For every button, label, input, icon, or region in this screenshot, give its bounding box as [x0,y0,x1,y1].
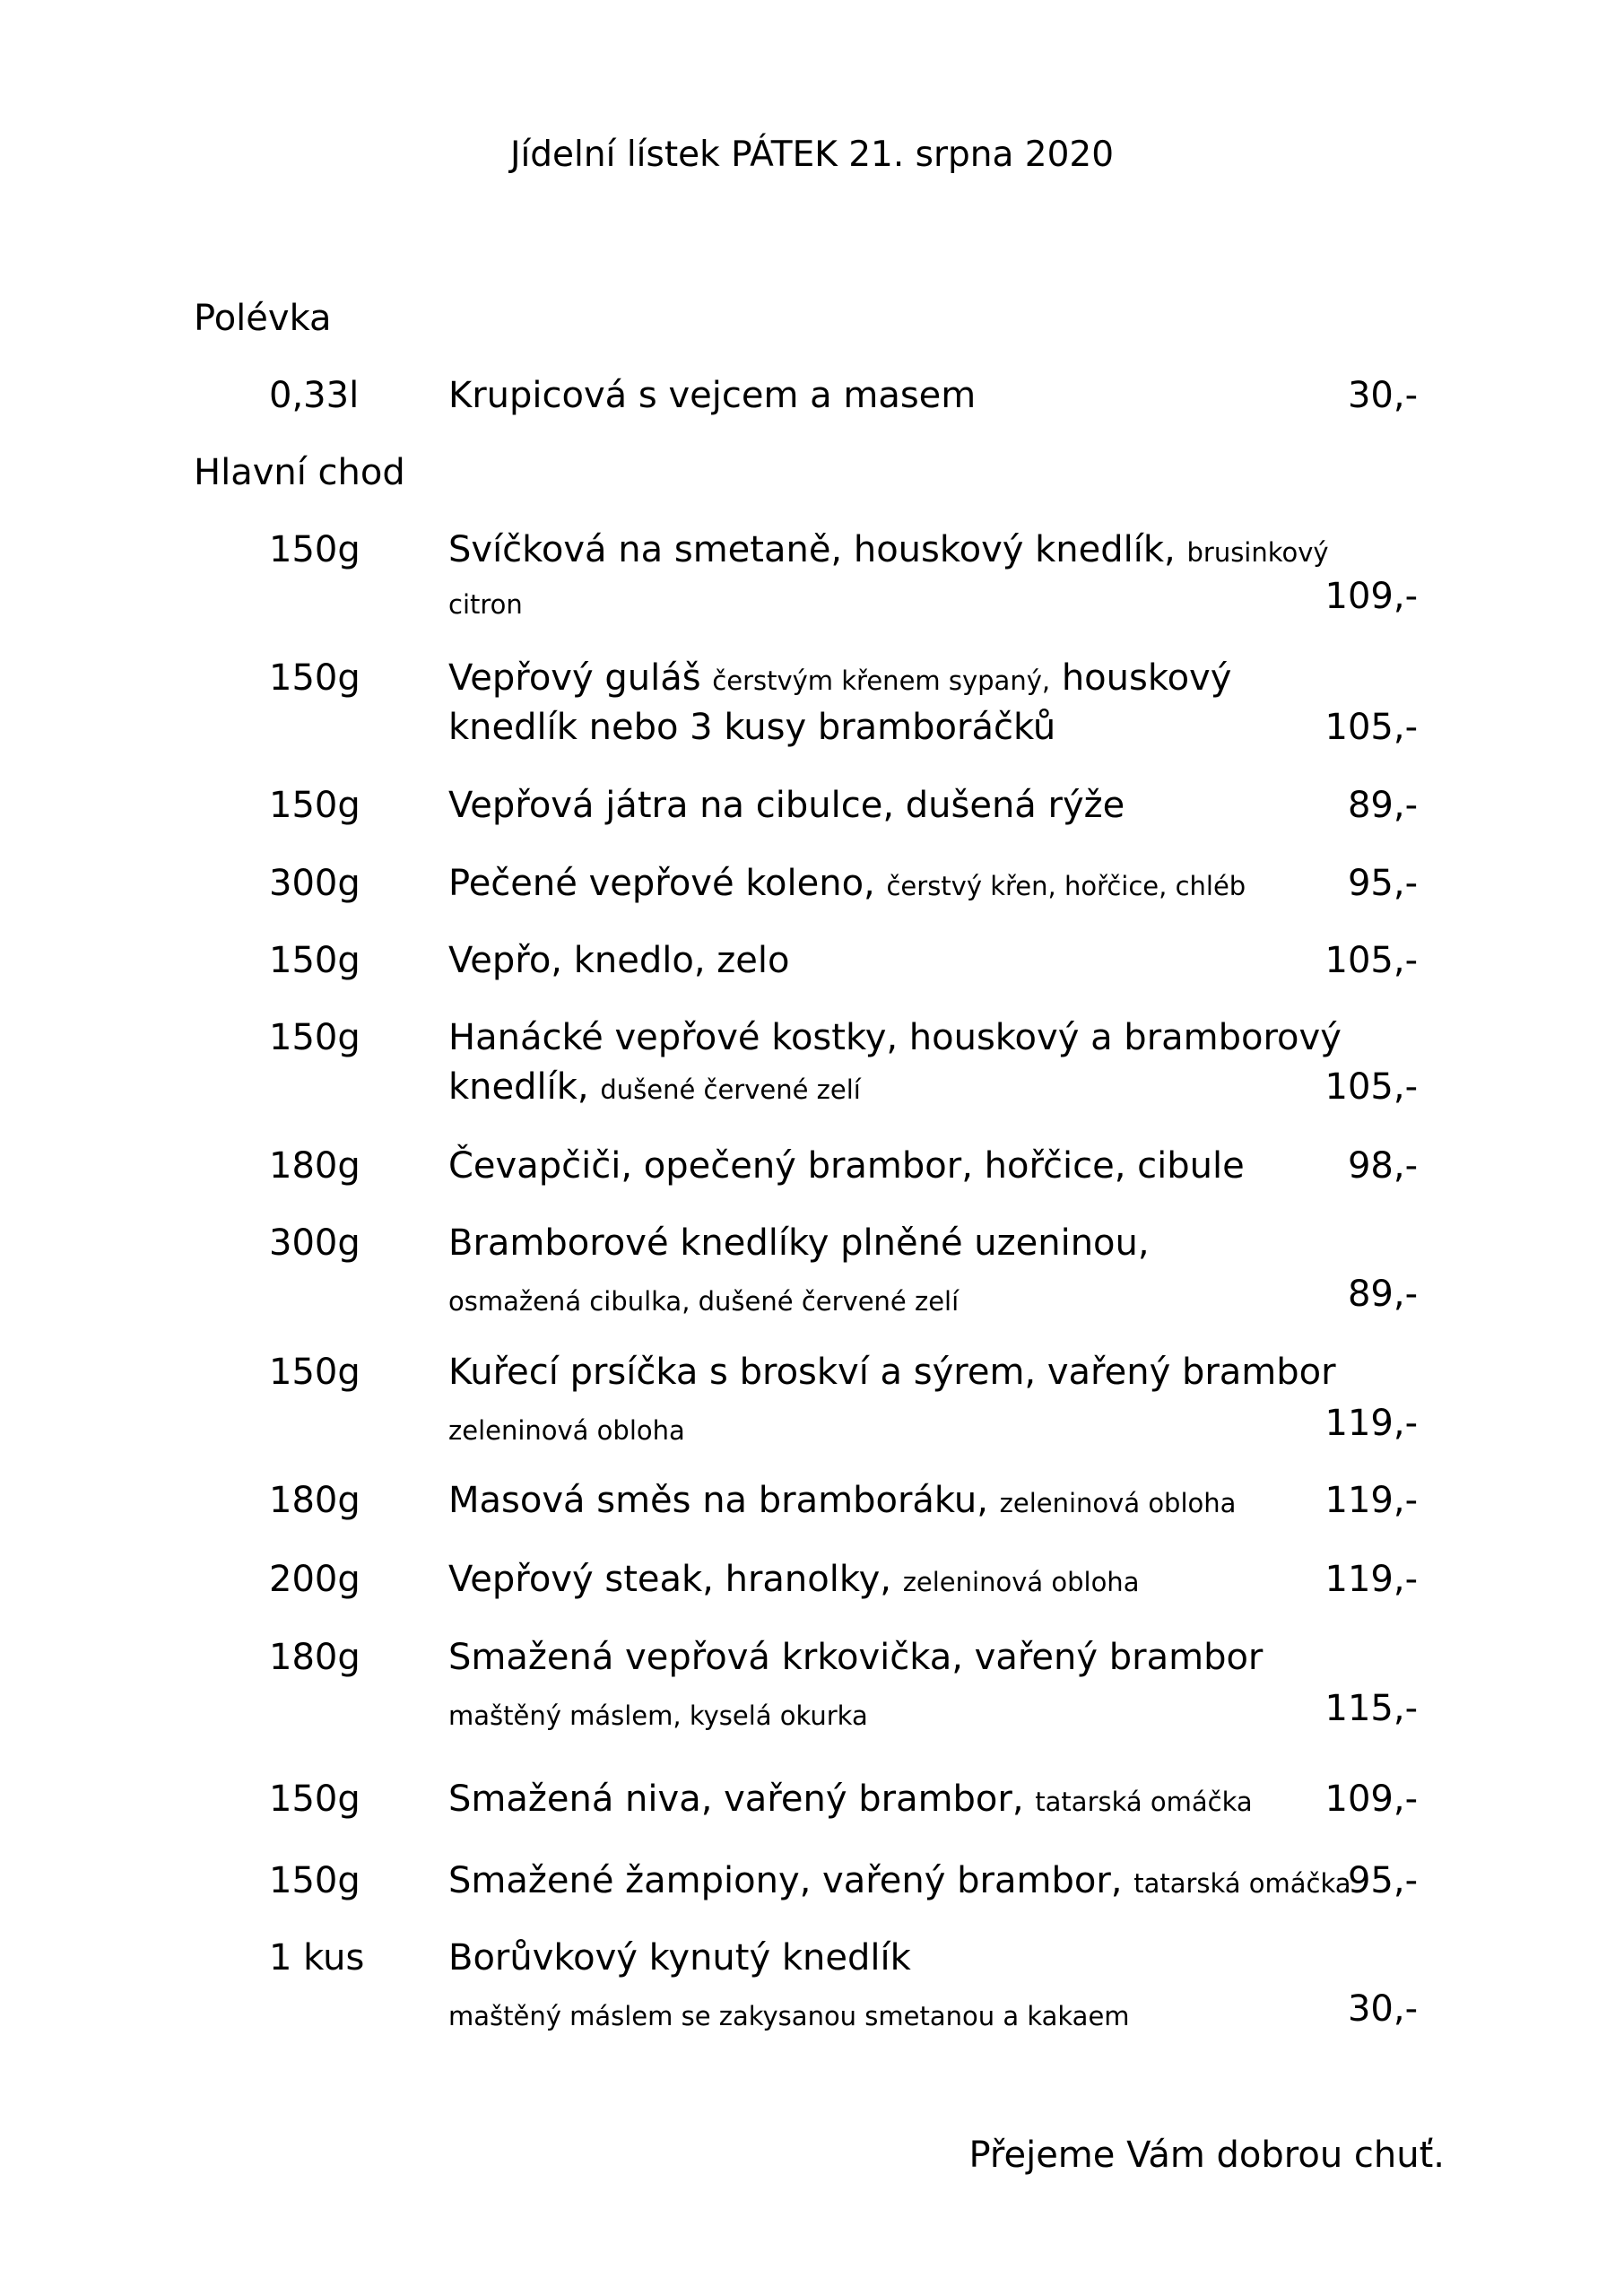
item-name: Masová směs na bramboráku, zeleninová obloha [448,1480,1237,1521]
item-name: Vepřová játra na cibulce, dušená rýže [448,785,1125,826]
item-price: 119,- [1324,1480,1418,1521]
menu-item [0,1637,1624,1744]
item-quantity: 1 kus [269,1937,365,1979]
item-quantity: 180g [269,1637,360,1678]
menu-item [0,657,1624,765]
item-quantity: 150g [269,940,360,981]
item-price: 119,- [1324,1559,1418,1600]
item-price: 109,- [1324,576,1418,617]
item-name-line2: knedlík, dušené červené zelí [448,1066,861,1108]
closing-message: Přejeme Vám dobrou chuť. [968,2135,1445,2176]
item-quantity: 150g [269,529,360,570]
item-price: 98,- [1347,1145,1418,1187]
menu-item [0,1017,1624,1125]
item-price: 115,- [1324,1688,1418,1729]
item-name: Smažené žampiony, vařený brambor, tatarská omáčka [448,1860,1351,1901]
page-title: Jídelní lístek PÁTEK 21. srpna 2020 [509,135,1115,175]
item-quantity: 150g [269,1352,360,1393]
item-note: čerstvý křen, hořčice, chléb [886,871,1246,901]
section-heading-main: Hlavní chod [194,452,405,493]
item-name-line2: knedlík nebo 3 kusy bramboráčků [448,707,1056,748]
item-name: Smažená niva, vařený brambor, tatarská omáčka [448,1779,1253,1820]
item-name: Smažená vepřová krkovička, vařený brambor [448,1637,1264,1678]
item-note: zeleninová obloha [902,1567,1140,1597]
item-name: Čevapčiči, opečený brambor, hořčice, cibule [448,1145,1245,1187]
menu-item [0,1352,1624,1459]
item-note-line: osmažená cibulka, dušené červené zelí [448,1286,960,1317]
item-name: Vepřový guláš čerstvým křenem sypaný, houskový [448,657,1232,699]
item-name: Vepřový steak, hranolky, zeleninová obloha [448,1559,1140,1600]
item-name: Krupicová s vejcem a masem [448,375,977,416]
item-quantity: 200g [269,1559,360,1600]
item-note: tatarská omáčka [1035,1787,1253,1817]
item-price: 105,- [1324,1066,1418,1108]
item-price: 119,- [1324,1403,1418,1444]
item-note: tatarská omáčka [1133,1868,1351,1899]
item-note-line: citron [448,589,523,620]
item-quantity: 180g [269,1480,360,1521]
item-name: Hanácké vepřové kostky, houskový a bramborový [448,1017,1342,1058]
item-name: Vepřo, knedlo, zelo [448,940,790,981]
item-price: 30,- [1347,375,1418,416]
item-price: 30,- [1347,1988,1418,2030]
item-quantity: 300g [269,1222,360,1264]
item-price: 89,- [1347,1274,1418,1315]
item-quantity: 150g [269,657,360,699]
item-quantity: 0,33l [269,375,360,416]
item-note-line: maštěný máslem, kyselá okurka [448,1700,868,1731]
item-name: Pečené vepřové koleno, čerstvý křen, hořčice, chléb [448,863,1246,904]
menu-item [0,1937,1624,2045]
item-quantity: 300g [269,863,360,904]
item-name: Bramborové knedlíky plněné uzeninou, [448,1222,1150,1264]
section-heading-soup: Polévka [194,298,332,339]
item-quantity: 150g [269,1017,360,1058]
item-price: 95,- [1347,863,1418,904]
item-name: Borůvkový kynutý knedlík [448,1937,911,1979]
menu-item [0,1222,1624,1330]
item-name: Svíčková na smetaně, houskový knedlík, brusinkový [448,529,1329,570]
item-price: 89,- [1347,785,1418,826]
item-note: brusinkový [1186,537,1329,568]
item-price: 105,- [1324,707,1418,748]
menu-item [0,529,1624,637]
item-note: dušené červené zelí [600,1074,861,1105]
item-price: 95,- [1347,1860,1418,1901]
item-name: Kuřecí prsíčka s broskví a sýrem, vařený brambor [448,1352,1336,1393]
item-quantity: 150g [269,1860,360,1901]
item-note: čerstvým křenem sypaný, [712,665,1051,696]
item-price: 109,- [1324,1779,1418,1820]
item-quantity: 150g [269,785,360,826]
item-note: zeleninová obloha [999,1488,1237,1518]
item-quantity: 150g [269,1779,360,1820]
item-note-line: zeleninová obloha [448,1415,685,1446]
item-note-line: maštěný máslem se zakysanou smetanou a kakaem [448,2001,1130,2031]
item-price: 105,- [1324,940,1418,981]
item-quantity: 180g [269,1145,360,1187]
